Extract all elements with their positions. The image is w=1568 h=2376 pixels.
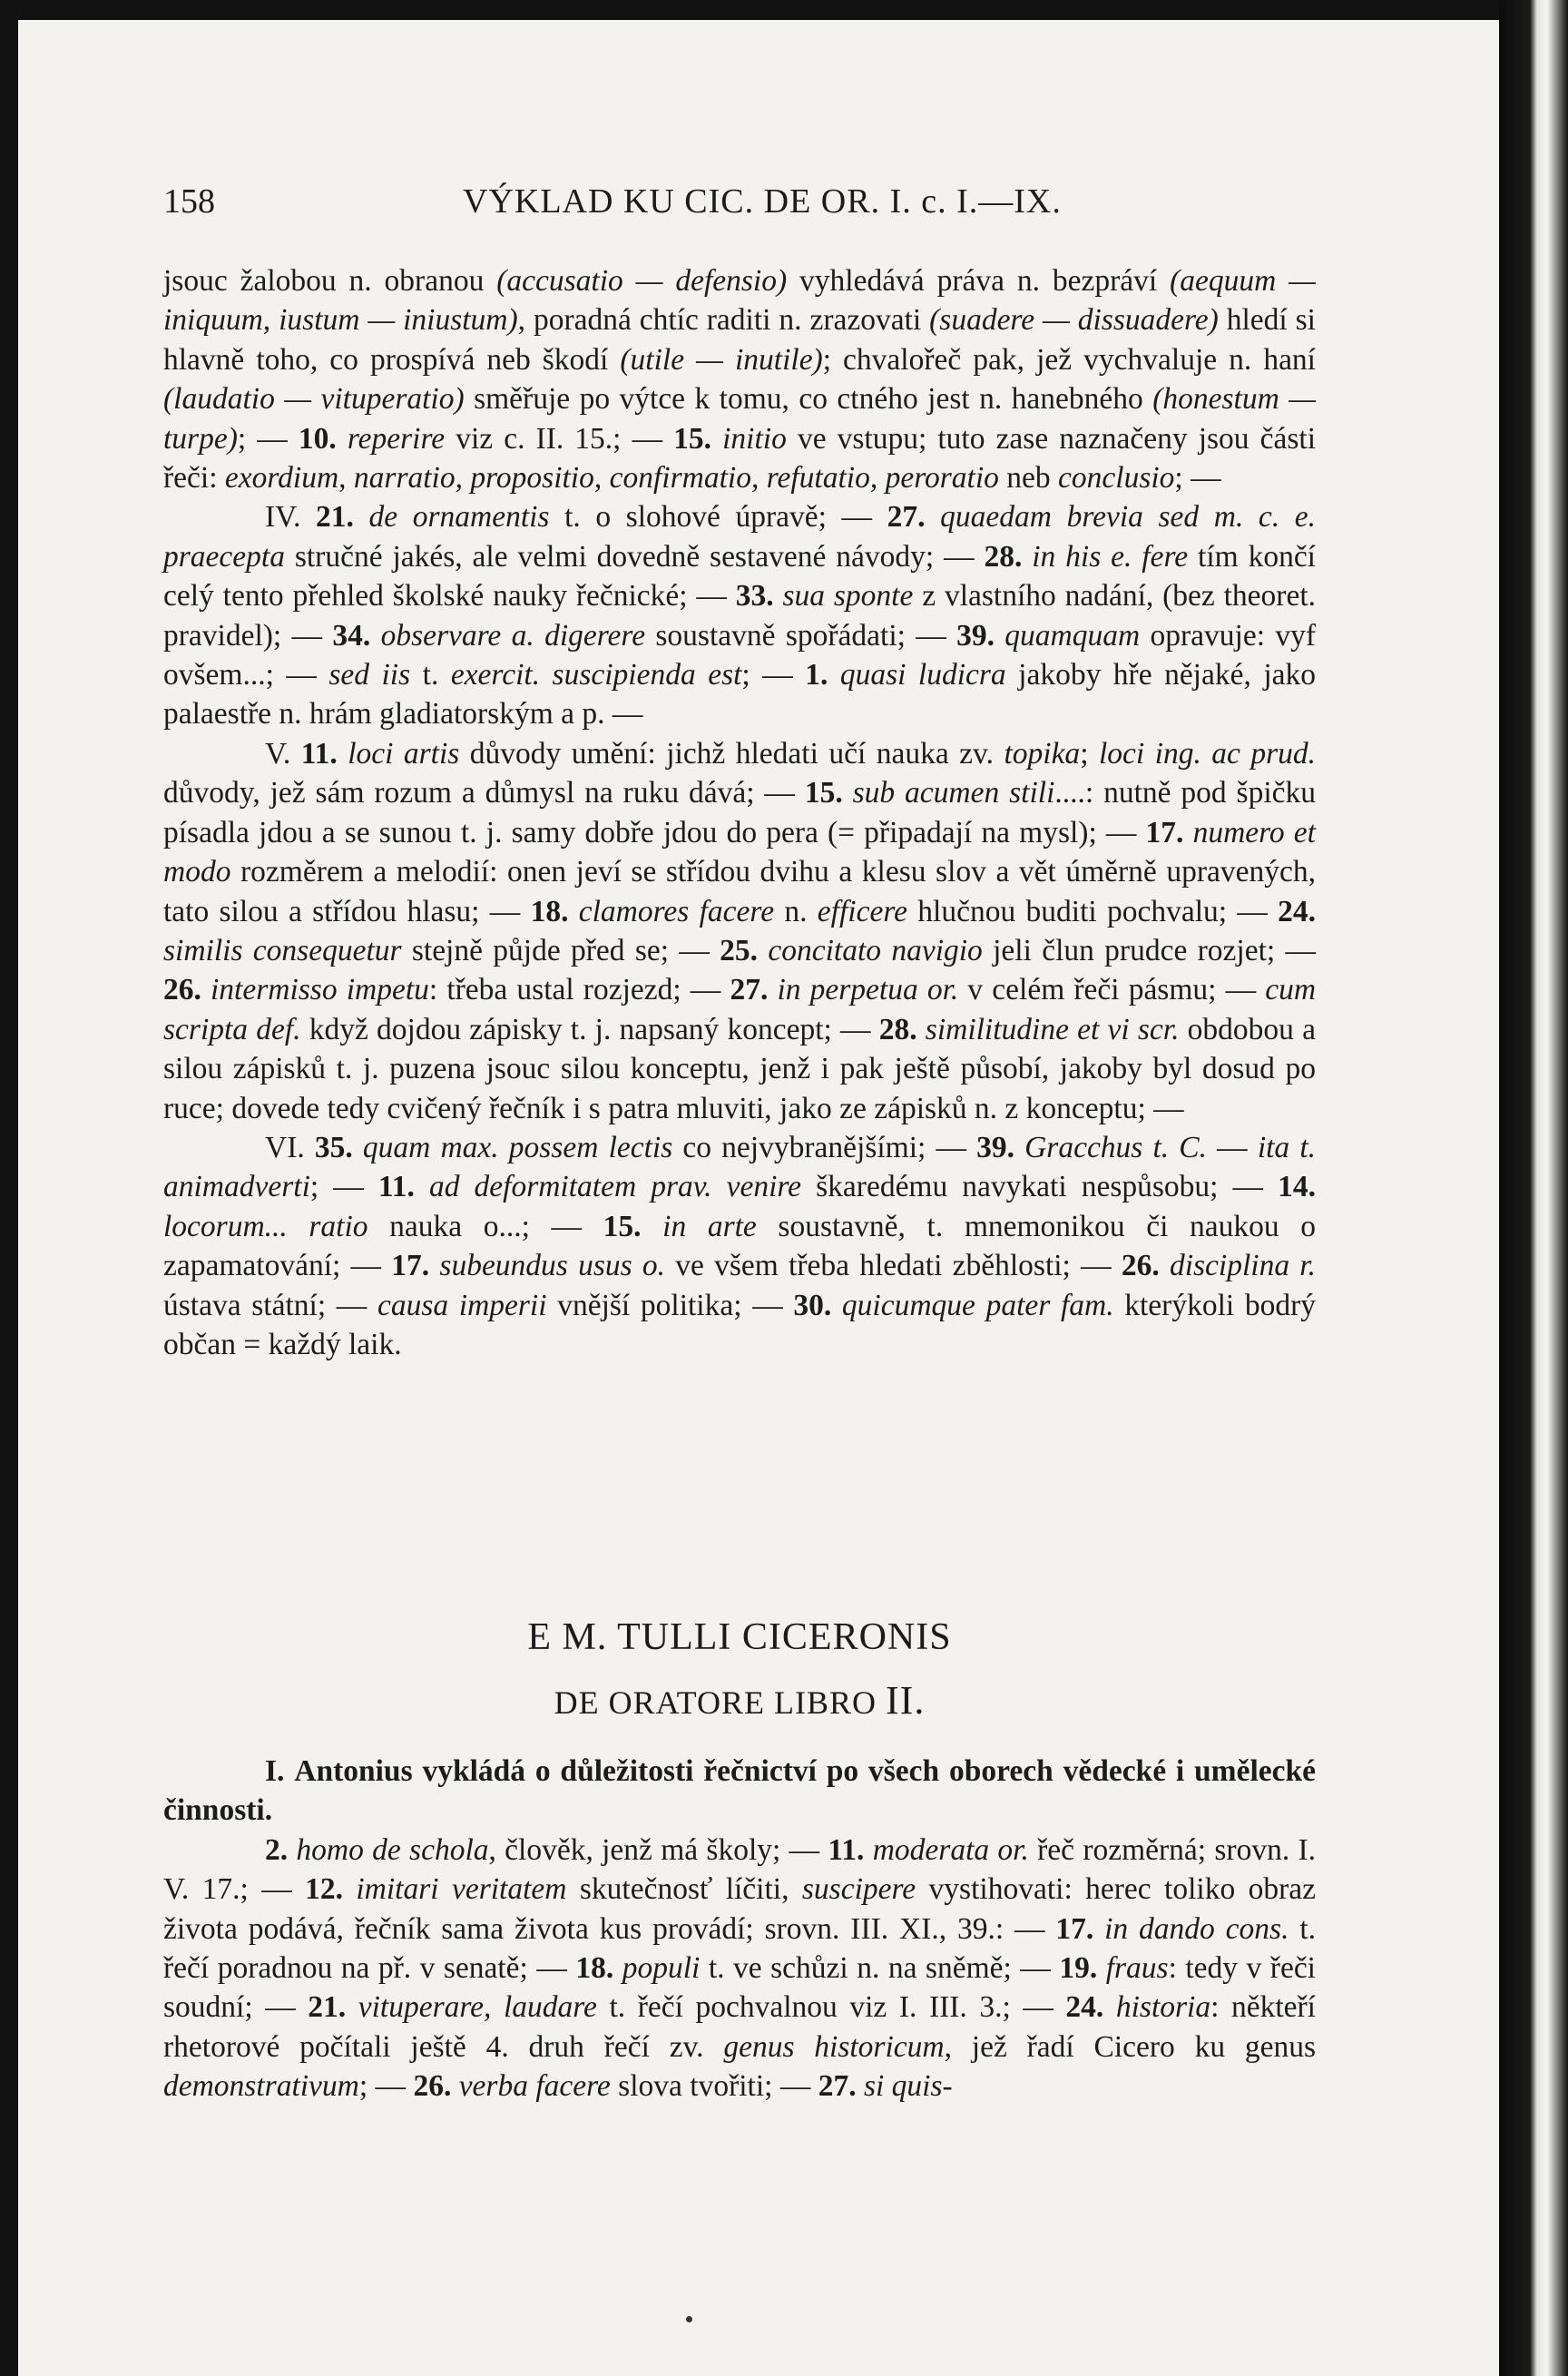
text-run: t. o slohové úpravě; —	[549, 500, 887, 535]
latin-term: loci artis	[348, 736, 460, 771]
text-run: ústava státní; —	[163, 1288, 377, 1322]
latin-term: quasi ludicra	[839, 658, 1006, 692]
text-run	[642, 1210, 663, 1243]
latin-term: in arte	[662, 1209, 757, 1243]
latin-term: topika	[1004, 736, 1081, 771]
line-number: 10.	[298, 421, 337, 456]
text-run: slova tvořiti; —	[610, 2069, 818, 2104]
text-run: vnější politika; —	[546, 1288, 794, 1322]
text-run	[370, 619, 380, 653]
text-run: tím končí celý tento přehled školské nauky řečnické; —	[163, 539, 1316, 614]
book-subtitle	[163, 1677, 1316, 1723]
line-number: 12.	[305, 1872, 343, 1907]
text-run	[711, 422, 722, 456]
text-run: t.	[410, 658, 451, 692]
line-number: 27.	[887, 500, 926, 535]
latin-term: quicumque pater fam.	[841, 1288, 1114, 1322]
line-number: 27.	[818, 2069, 857, 2104]
text-run	[857, 2069, 864, 2103]
latin-term: intermisso impetu	[211, 973, 429, 1007]
line-number: 33.	[735, 579, 774, 614]
latin-term: fraus	[1105, 1951, 1169, 1986]
latin-term: ita t. animadverti	[163, 1130, 1316, 1204]
text-run: : třeba ustal rozjezd; —	[428, 973, 730, 1007]
text-run	[774, 579, 783, 613]
commentary-paragraph-2	[163, 497, 1316, 733]
text-run: ....: nutně pod špičku písadla jdou a se sunou t. j. samy dobře jdou do pera (= připadají na mysl); —	[163, 776, 1317, 849]
latin-term: moderata or.	[872, 1832, 1029, 1867]
latin-term: conclusio	[1058, 461, 1175, 496]
latin-term: in perpetua or.	[777, 973, 959, 1007]
text-run	[995, 619, 1004, 653]
chapter-section	[163, 1752, 1316, 2106]
line-number: 14.	[1278, 1170, 1316, 1204]
text-run	[758, 934, 768, 967]
text-run: t. řečí pochvalnou viz I. III. 3.; —	[596, 1990, 1066, 2025]
latin-term: imitari veritatem	[356, 1872, 567, 1907]
latin-term: exercit. suscipienda est	[450, 658, 742, 692]
text-run	[917, 1013, 926, 1046]
line-number: 39.	[976, 1130, 1014, 1164]
text-run	[338, 737, 348, 771]
commentary-paragraph-4	[163, 1128, 1316, 1364]
latin-term: verba facere	[458, 2069, 611, 2104]
text-run: obdobou a silou zápisků t. j. puzena jsouc silou konceptu, jenž i pak ještě působí, jakoby byl dosud po ruce; dovede tedy cvičený řečník i s patra mluviti, jako ze zápisků n. z konceptu; —	[163, 1012, 1316, 1125]
text-run	[828, 658, 839, 692]
text-run: ; —	[741, 658, 806, 692]
line-number: 26.	[163, 973, 201, 1007]
latin-term: sed iis	[328, 658, 411, 692]
latin-term: in his e. fere	[1032, 539, 1189, 574]
line-number: 15.	[603, 1209, 642, 1243]
latin-term: de ornamentis	[368, 500, 550, 535]
text-run	[926, 500, 941, 534]
latin-term: Gracchus t. C.	[1024, 1130, 1208, 1164]
latin-term: efficere	[817, 894, 907, 928]
chapter-heading	[163, 1752, 1316, 1831]
text-run: důvody, jež sám rozum a důmysl na ruku dává; —	[163, 776, 805, 810]
text-run: co nejvybranějšími; —	[672, 1130, 977, 1164]
text-run: důvody umění: jichž hledati učí nauka zv.	[459, 736, 1004, 771]
text-run: směřuje po výtce k tomu, co ctného jest n. hanebného	[464, 382, 1153, 417]
latin-term: sua sponte	[782, 579, 914, 614]
latin-term: disciplina r.	[1169, 1249, 1317, 1283]
text-run: hlučnou buditi pochvalu; —	[907, 894, 1279, 928]
text-run	[429, 1249, 439, 1282]
line-number: 39.	[956, 618, 995, 653]
text-run: , jež řadí Cicero ku genus	[944, 2029, 1317, 2064]
latin-term: historia	[1115, 1990, 1211, 2025]
line-number: 27.	[730, 973, 769, 1007]
book-subtitle-text: DE ORATORE LIBRO	[554, 1684, 887, 1721]
text-run: stejně půjde před se; —	[401, 933, 720, 967]
text-run	[354, 500, 369, 534]
latin-term: quamquam	[1004, 618, 1141, 653]
text-run: viz c. II. 15.; —	[445, 421, 674, 456]
line-number: 35.	[314, 1130, 353, 1164]
line-number: 21.	[316, 500, 354, 535]
latin-term: populi	[622, 1951, 701, 1986]
text-run: soustavně, t. mnemonikou či naukou o zapamatování; —	[163, 1209, 1317, 1283]
text-run: t. řečí poradnou na př. v senatě; —	[163, 1911, 1317, 1986]
text-run: n.	[774, 894, 818, 928]
latin-term: demonstrativum	[163, 2069, 359, 2104]
text-run	[201, 973, 211, 1006]
chapter-number: I.	[265, 1754, 285, 1788]
latin-term: (laudatio — vituperatio)	[163, 382, 465, 417]
latin-term: (suadere — dissuadere)	[929, 303, 1219, 338]
text-run: IV.	[265, 500, 317, 535]
commentary-paragraph-1	[163, 261, 1316, 497]
text-run: jeli člun prudce rozjet; —	[982, 933, 1317, 967]
latin-term: clamores facere	[578, 894, 775, 928]
text-run: ve vstupu; tuto zase naznačeny jsou části řeči:	[163, 421, 1317, 496]
text-run	[1022, 540, 1032, 574]
text-run: t. ve schůzi n. na sněmě; —	[700, 1951, 1060, 1986]
text-run: : někteří rhetorové počítali ještě 4. druh řečí zv.	[163, 1990, 1316, 2064]
text-run: jakoby hře nějaké, jako palaestře n. hrám gladiatorským a p. —	[163, 658, 1317, 731]
line-number: 11.	[300, 736, 338, 771]
line-number: 34.	[332, 618, 371, 653]
text-run: ; —	[309, 1170, 378, 1204]
line-number: 25.	[720, 933, 759, 967]
line-number: 26.	[1121, 1249, 1160, 1283]
text-run: v celém řeči pásmu; —	[958, 973, 1266, 1007]
latin-term: vituperare, laudare	[358, 1990, 597, 2025]
line-number: 24.	[1065, 1990, 1104, 2025]
line-number: 15.	[673, 421, 712, 456]
line-number: 17.	[1055, 1911, 1094, 1946]
text-run	[337, 422, 348, 456]
commentary-paragraph-3	[163, 734, 1316, 1128]
running-title: VÝKLAD KU CIC. DE OR. I. c. I.—IX.	[463, 182, 1062, 221]
latin-term: concitato navigio	[768, 933, 983, 967]
line-number: 18.	[530, 894, 569, 928]
chapter-paragraph-1	[163, 1831, 1316, 2106]
latin-term: locorum... ratio	[163, 1209, 368, 1243]
text-run: V.	[265, 736, 301, 771]
text-run	[843, 776, 853, 810]
commentary-text	[163, 261, 1316, 1364]
text-run	[1093, 1912, 1104, 1946]
latin-term: similis consequetur	[163, 933, 402, 967]
line-number: 28.	[878, 1012, 917, 1046]
text-run: VI.	[265, 1130, 315, 1164]
line-number: 17.	[1145, 815, 1184, 849]
latin-term: similitudine et vi scr.	[925, 1012, 1180, 1046]
line-number: 18.	[575, 1951, 614, 1986]
text-run	[415, 1170, 429, 1203]
line-number: 1.	[805, 658, 828, 692]
text-run	[346, 1990, 358, 2024]
text-run: ; —	[358, 2069, 414, 2104]
latin-term: loci ing. ac prud.	[1098, 736, 1316, 771]
line-number: 11.	[828, 1832, 865, 1867]
page-dot-mark	[686, 2316, 692, 2322]
latin-term: reperire	[347, 421, 446, 456]
page-number: 158	[163, 182, 215, 221]
text-run: řeč rozměrná; srovn. I. V. 17.; —	[163, 1832, 1317, 1907]
text-run	[284, 1754, 294, 1788]
page-header	[163, 182, 1316, 236]
text-run	[353, 1131, 363, 1164]
text-run	[343, 1872, 356, 1906]
text-run: rozměrem a melodií: onen jeví se střídou dvihu a klesu slov a vět úměrně upravených, tato silou a střídou hlasu; —	[163, 855, 1316, 928]
latin-term: (honestum — turpe)	[163, 382, 1316, 456]
book-title: E M. TULLI CICERONIS	[527, 1616, 952, 1658]
text-run	[568, 895, 578, 928]
text-run: z vlastního nadání, (bez theoret. pravidel); —	[163, 579, 1317, 653]
latin-term: in dando cons.	[1104, 1911, 1289, 1946]
text-run: škaredému navykati nespůsobu; —	[801, 1170, 1279, 1204]
text-run: když dojdou zápisky t. j. napsaný koncept; —	[300, 1012, 879, 1046]
chapter-heading-text: Antonius vykládá o důležitosti řečnictví po všech oborech vědecké i umělecké činnosti.	[163, 1754, 1316, 1828]
text-run: opravuje: vyf ovšem...; —	[163, 618, 1316, 692]
next-page-edge	[1499, 0, 1568, 2376]
text-run: neb	[998, 461, 1059, 496]
text-run	[1103, 1990, 1116, 2024]
line-number: 2.	[265, 1832, 289, 1867]
text-run: ; —	[237, 421, 299, 456]
text-run: skutečnosť líčiti,	[566, 1872, 802, 1907]
text-run	[1014, 1131, 1024, 1164]
text-run	[451, 2069, 458, 2103]
text-run: ; —	[1174, 461, 1221, 496]
latin-term: quam max. possem lectis	[362, 1130, 673, 1164]
text-run: vystihovati: herec toliko obraz života podává, řečník sama života kus provádí; srovn. III. XI., 39.: —	[163, 1872, 1316, 1946]
line-number: 30.	[793, 1288, 832, 1322]
line-number: 24.	[1278, 894, 1317, 928]
book-numeral: II.	[886, 1678, 926, 1723]
text-run: nauka o...; —	[368, 1209, 603, 1243]
latin-term: genus historicum	[723, 2029, 945, 2064]
latin-term: suscipere	[801, 1872, 916, 1907]
line-number: 17.	[391, 1249, 430, 1283]
latin-term: subeundus usus o.	[439, 1249, 666, 1283]
latin-term: exordium, narratio, propositio, confirmatio, refutatio, peroratio	[224, 461, 999, 496]
latin-term: observare a. digerere	[380, 618, 646, 653]
text-run	[864, 1833, 872, 1867]
text-run	[831, 1289, 842, 1322]
text-run: : tedy v řeči soudní; —	[163, 1951, 1316, 2025]
text-run: , poradná chtíc raditi n. zrazovati	[517, 303, 930, 338]
text-run	[1183, 816, 1192, 849]
latin-term: si quis-	[863, 2069, 953, 2104]
latin-term: causa imperii	[377, 1288, 547, 1322]
line-number: 28.	[984, 539, 1023, 574]
text-run: , člověk, jenž má školy; —	[488, 1832, 828, 1867]
line-number: 19.	[1059, 1951, 1098, 1986]
latin-term: homo de schola	[296, 1832, 489, 1867]
text-run	[768, 973, 777, 1006]
line-number: 21.	[308, 1990, 347, 2025]
text-run: vyhledává práva n. bezpráví	[787, 264, 1171, 298]
latin-term: initio	[722, 421, 787, 456]
latin-term: quaedam brevia sed m. c. e. praecepta	[163, 500, 1317, 574]
line-number: 15.	[804, 776, 843, 810]
latin-term: ad deformitatem prav. venire	[428, 1170, 802, 1204]
latin-term: numero et modo	[163, 815, 1316, 889]
text-run: hledí si hlavně toho, co prospívá neb škodí	[163, 303, 1316, 377]
text-run	[1097, 1951, 1106, 1985]
text-run: ;	[1080, 736, 1099, 771]
text-run	[613, 1951, 622, 1985]
line-number: 11.	[377, 1170, 415, 1204]
text-run: jsouc žalobou n. obranou	[163, 264, 497, 298]
text-run: stručné jakés, ale velmi dovedně sestavené návody; —	[284, 539, 985, 574]
line-number: 26.	[413, 2069, 452, 2104]
latin-term: (accusatio — defensio)	[496, 264, 788, 298]
text-run: kterýkoli bodrý občan = každý laik.	[163, 1288, 1317, 1361]
text-run: ve všem třeba hledati zběhlosti; —	[665, 1249, 1122, 1283]
text-run	[1160, 1249, 1170, 1282]
text-run: soustavně spořádati; —	[645, 618, 957, 653]
latin-term: (utile — inutile)	[620, 342, 823, 377]
text-run: ; chvalořeč pak, jež vychvaluje n. haní	[822, 342, 1316, 377]
text-run: —	[1207, 1130, 1258, 1164]
latin-term: (aequum — iniquum, iustum — iniustum)	[163, 264, 1316, 338]
latin-term: cum scripta def.	[163, 973, 1317, 1046]
latin-term: sub acumen stili	[852, 776, 1055, 810]
